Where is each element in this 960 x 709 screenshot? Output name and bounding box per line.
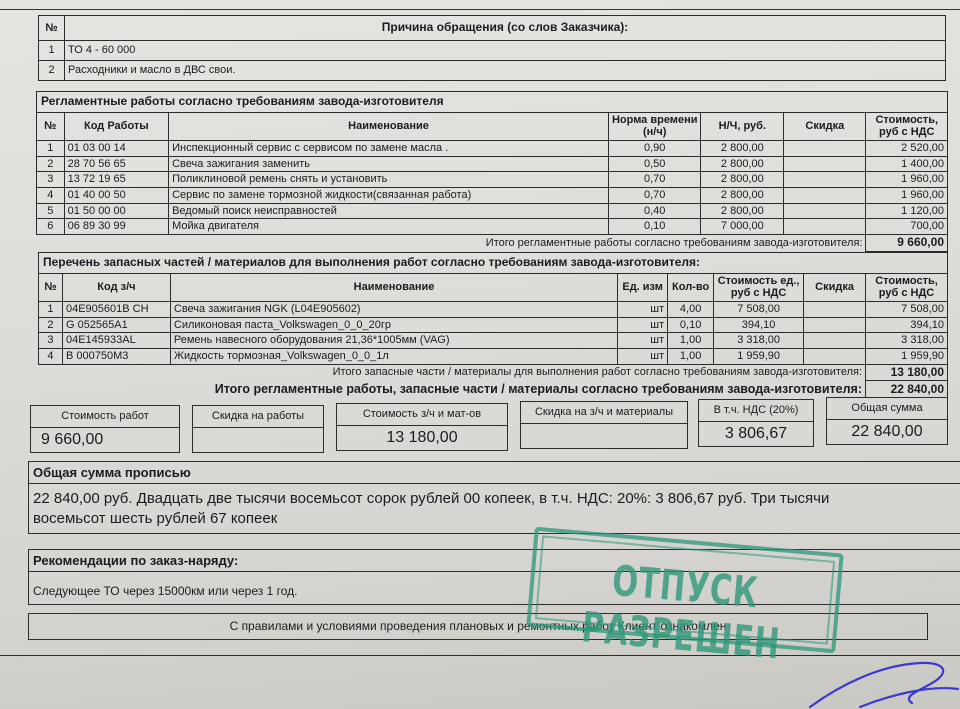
works-row — [37, 203, 948, 219]
works-row-discount — [784, 188, 866, 204]
agreement-line: С правилами и условиями проведения плановых и ремонтных работ Клиент ознакомлен — [28, 613, 928, 640]
works-col-name: Наименование — [169, 112, 609, 140]
parts-row — [39, 317, 948, 333]
parts-row-discount — [804, 333, 866, 349]
summary-label: Стоимость работ — [31, 406, 179, 428]
works-row-code: 28 70 56 65 — [64, 156, 168, 172]
works-row-cost: 1 400,00 — [866, 156, 948, 172]
parts-col-discount: Скидка — [804, 273, 866, 301]
parts-col-price — [714, 273, 804, 301]
works-row-no: 6 — [37, 219, 65, 235]
grand-total-row — [39, 381, 948, 398]
works-total-label: Итого регламентные работы согласно требованиям завода-изготовителя: — [485, 236, 863, 249]
summary-box-total — [826, 397, 948, 445]
reason-text: ТО 4 - 60 000 — [65, 41, 946, 61]
works-row-norm: 0,90 — [608, 141, 701, 157]
works-row-name: Сервис по замене тормозной жидкости(связанная работа) — [169, 188, 609, 204]
works-table — [36, 91, 948, 252]
parts-total-value: 13 180,00 — [866, 364, 948, 381]
summary-box-works-cost — [30, 405, 180, 453]
parts-header-row — [39, 273, 948, 301]
parts-col-cost-line2: руб с НДС — [878, 287, 935, 300]
reason-no: 1 — [39, 41, 65, 61]
works-row — [37, 172, 948, 188]
works-row-norm: 0,70 — [608, 188, 701, 204]
parts-row-unit: шт — [618, 349, 668, 365]
parts-row-cost: 394,10 — [866, 317, 948, 333]
parts-row — [39, 349, 948, 365]
works-row-rate: 2 800,00 — [701, 203, 784, 219]
parts-row-code: 04E145933AL — [62, 333, 170, 349]
works-row-code: 06 89 30 99 — [64, 219, 168, 235]
works-row-rate: 2 800,00 — [701, 172, 784, 188]
parts-col-qty: Кол-во — [668, 273, 714, 301]
parts-row-name: Жидкость тормозная_Volkswagen_0_0_1л — [170, 349, 617, 365]
works-row-norm: 0,50 — [608, 156, 701, 172]
reason-header-row — [39, 16, 946, 41]
amount-in-words-text — [29, 484, 960, 535]
parts-col-cost — [866, 273, 948, 301]
works-total-row — [37, 234, 948, 251]
reason-title: Причина обращения (со слов Заказчика): — [65, 16, 946, 41]
reason-row — [39, 61, 946, 81]
parts-col-cost-line1: Стоимость, — [875, 274, 938, 287]
works-row-no: 3 — [37, 172, 65, 188]
works-col-norm-line1: Норма времени — [611, 113, 698, 126]
summary-label: Скидка на работы — [193, 406, 323, 428]
parts-table — [38, 252, 948, 398]
parts-col-price-line1: Стоимость ед., — [717, 274, 800, 287]
works-row — [37, 156, 948, 172]
works-row — [37, 188, 948, 204]
works-row-norm: 0,10 — [608, 219, 701, 235]
works-col-cost-line1: Стоимость, — [875, 113, 939, 126]
works-row-no: 2 — [37, 156, 65, 172]
release-stamp — [526, 527, 844, 669]
works-row-cost: 1 960,00 — [866, 188, 948, 204]
summary-value: 13 180,00 — [386, 429, 458, 446]
works-row-name: Поликлиновой ремень снять и установить — [169, 172, 609, 188]
works-row-name: Мойка двигателя — [169, 219, 609, 235]
works-col-no: № — [37, 112, 65, 140]
works-row-discount — [784, 141, 866, 157]
works-row-no: 1 — [37, 141, 65, 157]
summary-label: Стоимость з/ч и мат-ов — [337, 404, 507, 426]
works-col-cost-line2: руб с НДС — [879, 126, 935, 139]
works-col-cost — [866, 112, 948, 140]
parts-row-price: 1 959,90 — [714, 349, 804, 365]
reason-text: Расходники и масло в ДВС свои. — [65, 61, 946, 81]
works-row-discount — [784, 203, 866, 219]
summary-box-parts-cost — [336, 403, 508, 451]
parts-row-price: 3 318,00 — [714, 333, 804, 349]
parts-row-price: 394,10 — [714, 317, 804, 333]
works-row-code: 01 40 00 50 — [64, 188, 168, 204]
works-row-cost: 700,00 — [866, 219, 948, 235]
parts-row-qty: 1,00 — [668, 333, 714, 349]
works-row-rate: 2 800,00 — [701, 141, 784, 157]
parts-row-unit: шт — [618, 317, 668, 333]
grand-total-value: 22 840,00 — [866, 381, 948, 398]
summary-box-vat — [698, 399, 814, 447]
parts-row-code: G 052565A1 — [62, 317, 170, 333]
works-row-name: Свеча зажигания заменить — [169, 156, 609, 172]
summary-label: Скидка на з/ч и материалы — [521, 402, 687, 424]
works-col-norm — [608, 112, 701, 140]
parts-total-row — [39, 364, 948, 381]
parts-row-qty: 1,00 — [668, 349, 714, 365]
summary-value: 9 660,00 — [41, 431, 104, 448]
parts-row-price: 7 508,00 — [714, 302, 804, 318]
recommendations-text: Следующее ТО через 15000км или через 1 год. — [33, 584, 298, 598]
works-row-rate: 2 800,00 — [701, 156, 784, 172]
works-row-no: 4 — [37, 188, 65, 204]
reason-table — [38, 15, 946, 81]
works-row-discount — [784, 219, 866, 235]
parts-row-name: Свеча зажигания NGK (L04E905602) — [170, 302, 617, 318]
summary-label: Общая сумма — [827, 398, 947, 420]
parts-col-unit: Ед. изм — [618, 273, 668, 301]
parts-row-cost: 1 959,90 — [866, 349, 948, 365]
reason-no: 2 — [39, 61, 65, 81]
parts-row-cost: 7 508,00 — [866, 302, 948, 318]
works-row-no: 5 — [37, 203, 65, 219]
top-border — [0, 0, 960, 10]
parts-row-no: 4 — [39, 349, 63, 365]
summary-box-parts-discount — [520, 401, 688, 449]
works-col-norm-line2: (н/ч) — [643, 126, 667, 139]
works-row-cost: 1 960,00 — [866, 172, 948, 188]
parts-row-no: 3 — [39, 333, 63, 349]
parts-row-name: Силиконовая паста_Volkswagen_0_0_20гр — [170, 317, 617, 333]
parts-col-name: Наименование — [170, 273, 617, 301]
summary-value: 3 806,67 — [724, 425, 788, 442]
works-row-code: 01 50 00 00 — [64, 203, 168, 219]
works-rows — [37, 141, 948, 235]
reason-row — [39, 41, 946, 61]
reason-no-header: № — [39, 16, 65, 41]
parts-row-discount — [804, 302, 866, 318]
parts-row-unit: шт — [618, 302, 668, 318]
parts-row-discount — [804, 349, 866, 365]
summary-value: 22 840,00 — [851, 423, 923, 440]
works-row-norm: 0,40 — [608, 203, 701, 219]
works-row — [37, 219, 948, 235]
amount-in-words-line2: восемьсот шесть рублей 67 копеек — [33, 510, 278, 528]
works-row-cost: 1 120,00 — [866, 203, 948, 219]
parts-col-code: Код з/ч — [62, 273, 170, 301]
parts-row-cost: 3 318,00 — [866, 333, 948, 349]
parts-total-label: Итого запасные части / материалы для выполнения работ согласно требованиям завода-изготовителя: — [332, 366, 863, 379]
parts-rows — [39, 302, 948, 365]
works-row-discount — [784, 172, 866, 188]
summary-box-works-discount — [192, 405, 324, 453]
parts-row-no: 2 — [39, 317, 63, 333]
works-col-code: Код Работы — [64, 112, 168, 140]
works-row-norm: 0,70 — [608, 172, 701, 188]
signature-scribble — [800, 655, 960, 709]
parts-title: Перечень запасных частей / материалов для выполнения работ согласно требованиям завода-изготовителя: — [39, 253, 948, 274]
summary-value — [521, 424, 687, 430]
parts-row — [39, 302, 948, 318]
parts-row-qty: 4,00 — [668, 302, 714, 318]
parts-row-qty: 0,10 — [668, 317, 714, 333]
works-row-name: Инспекционный сервис с сервисом по замене масла . — [169, 141, 609, 157]
amount-in-words — [28, 461, 960, 534]
works-row-code: 13 72 19 65 — [64, 172, 168, 188]
parts-row-discount — [804, 317, 866, 333]
works-row-code: 01 03 00 14 — [64, 141, 168, 157]
works-row-name: Ведомый поиск неисправностей — [169, 203, 609, 219]
works-header-row — [37, 112, 948, 140]
parts-row — [39, 333, 948, 349]
parts-row-name: Ремень навесного оборудования 21,36*1005мм (VAG) — [170, 333, 617, 349]
grand-total-label: Итого регламентные работы, запасные части / материалы согласно требованиям завода-изготовителя: — [214, 382, 863, 397]
summary-value — [193, 428, 323, 434]
parts-col-no: № — [39, 273, 63, 301]
parts-row-unit: шт — [618, 333, 668, 349]
parts-row-code: 04E905601B CH — [62, 302, 170, 318]
works-row-rate: 2 800,00 — [701, 188, 784, 204]
recommendations-title: Рекомендации по заказ-наряду: — [29, 550, 960, 572]
works-total-value: 9 660,00 — [866, 234, 948, 251]
works-title: Регламентные работы согласно требованиям завода-изготовителя — [37, 92, 948, 113]
works-row — [37, 141, 948, 157]
parts-col-price-line2: руб с НДС — [730, 287, 787, 300]
works-row-discount — [784, 156, 866, 172]
works-col-rate: Н/Ч, руб. — [701, 112, 784, 140]
amount-in-words-line1: 22 840,00 руб. Двадцать две тысячи восемьсот сорок рублей 00 копеек, в т.ч. НДС: 20%: 3 806,67 руб. Три тысячи — [33, 490, 830, 507]
amount-in-words-title: Общая сумма прописью — [29, 462, 960, 484]
parts-row-no: 1 — [39, 302, 63, 318]
summary-label: В т.ч. НДС (20%) — [699, 400, 813, 422]
works-row-cost: 2 520,00 — [866, 141, 948, 157]
works-row-rate: 7 000,00 — [701, 219, 784, 235]
stamp-text: ОТПУСК РАЗРЕШЕН — [579, 555, 783, 669]
works-col-discount: Скидка — [784, 112, 866, 140]
parts-row-code: B 000750M3 — [62, 349, 170, 365]
